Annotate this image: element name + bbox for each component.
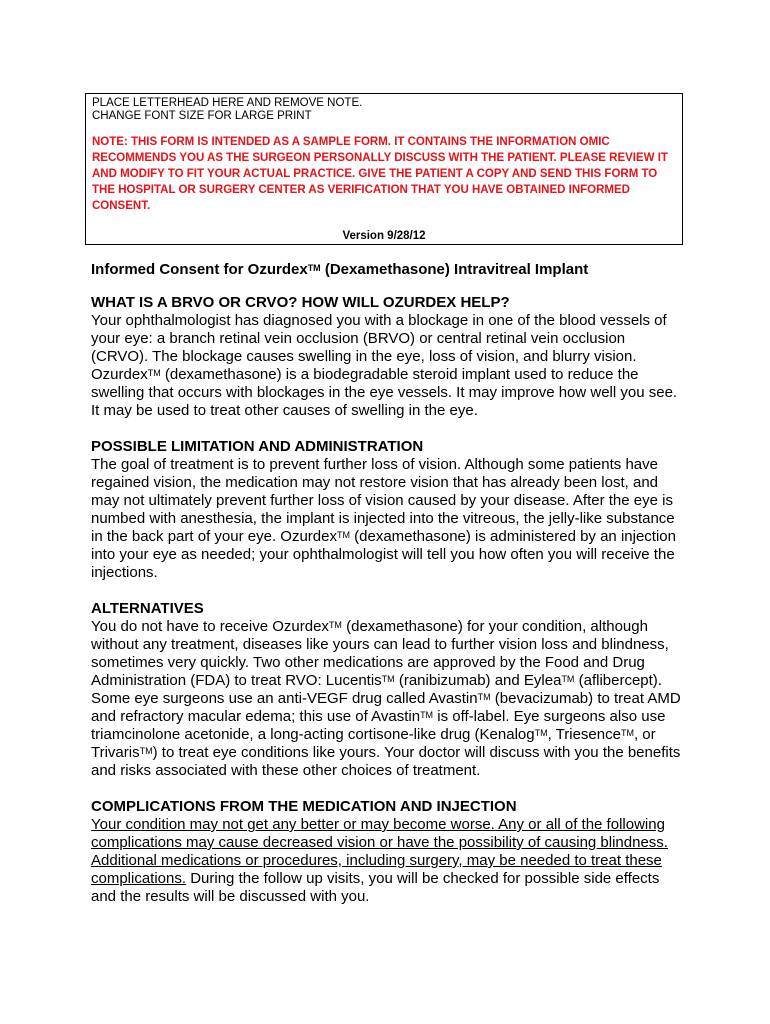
- trademark-mark: TM: [307, 263, 321, 273]
- section-paragraph: Your condition may not get any better or may become worse. Any or all of the following complications may cause decreased vision or have the possibility of causing blindness. Additional medications or procedures, including surgery, may be needed to treat these complications. During the follow up visits, you will be checked for possible side effects and the results will be discussed with you.: [91, 816, 668, 905]
- underlined-warning-text: Your condition may not get any better or may become worse. Any or all of the following complications may cause decreased vision or have the possibility of causing blindness. Additional medications or procedures, including surgery, may be needed to treat these complications.: [91, 816, 668, 887]
- letterhead-placeholder-line: PLACE LETTERHEAD HERE AND REMOVE NOTE.: [92, 97, 363, 109]
- letterhead-note-box: [85, 93, 683, 245]
- section-alternatives: [91, 600, 686, 780]
- section-paragraph: The goal of treatment is to prevent further loss of vision. Although some patients have regained vision, the medication may not restore vision that has already been lost, and may not ultimately prevent further loss of vision caused by your disease. After the eye is numbed with anesthesia, the implant is injected into the vitreous, the jelly-like substance in the back part of your eye. Ozurdex™ (dexamethasone) is administered by an injection into your eye as needed; your ophthalmologist will tell you how often you will receive the injections.: [91, 456, 676, 581]
- section-heading: POSSIBLE LIMITATION AND ADMINISTRATION: [91, 438, 424, 455]
- section-complications: [91, 798, 686, 906]
- font-size-instruction-line: CHANGE FONT SIZE FOR LARGE PRINT: [92, 110, 312, 122]
- sample-form-warning: NOTE: THIS FORM IS INTENDED AS A SAMPLE FORM. IT CONTAINS THE INFORMATION OMIC RECOMMENDS YOU AS THE SURGEON PERSONALLY DISCUSS WITH THE PATIENT. PLEASE REVIEW IT AND MODIFY TO FIT YOUR ACTUAL PRACTICE. GIVE THE PATIENT A COPY AND SEND THIS FORM TO THE HOSPITAL OR SURGERY CENTER AS VERIFICATION THAT YOU HAVE OBTAINED INFORMED CONSENT.: [92, 136, 668, 212]
- document-title: Informed Consent for Ozurdex™ (Dexamethasone) Intravitreal Implant: [91, 261, 589, 278]
- section-heading: COMPLICATIONS FROM THE MEDICATION AND INJECTION: [91, 798, 517, 815]
- section-paragraph: You do not have to receive Ozurdex™ (dexamethasone) for your condition, although without any treatment, diseases like yours can lead to further vision loss and blindness, sometimes very quickly. Two other medications are approved by the Food and Drug Administration (FDA) to treat RVO: Lucentis™ (ranibizumab) and Eylea™ (aflibercept). Some eye surgeons use an anti-VEGF drug called Avastin™ (bevacizumab) to treat AMD and refractory macular edema; this use of Avastin™ is off-label. Eye surgeons also use triamcinolone acetonide, a long-acting cortisone-like drug (Kenalog™, Triesence™, or Trivaris™) to treat eye conditions like yours. Your doctor will discuss with you the benefits and risks associated with these other choices of treatment.: [91, 618, 681, 779]
- section-brvo-crvo: [91, 294, 686, 420]
- section-limitation-administration: [91, 438, 686, 582]
- section-heading: WHAT IS A BRVO OR CRVO? HOW WILL OZURDEX HELP?: [91, 294, 510, 311]
- section-heading: ALTERNATIVES: [91, 600, 204, 617]
- consent-document-body: [91, 258, 686, 906]
- form-version: Version 9/28/12: [342, 230, 426, 242]
- section-paragraph: Your ophthalmologist has diagnosed you with a blockage in one of the blood vessels of your eye: a branch retinal vein occlusion (BRVO) or central retinal vein occlusion (CRVO). The blockage causes swelling in the eye, loss of vision, and blurry vision. Ozurdex™ (dexamethasone) is a biodegradable steroid implant used to reduce the swelling that occurs with blockages in the eye vessels. It may improve how well you see. It may be used to treat other causes of swelling in the eye.: [91, 312, 678, 419]
